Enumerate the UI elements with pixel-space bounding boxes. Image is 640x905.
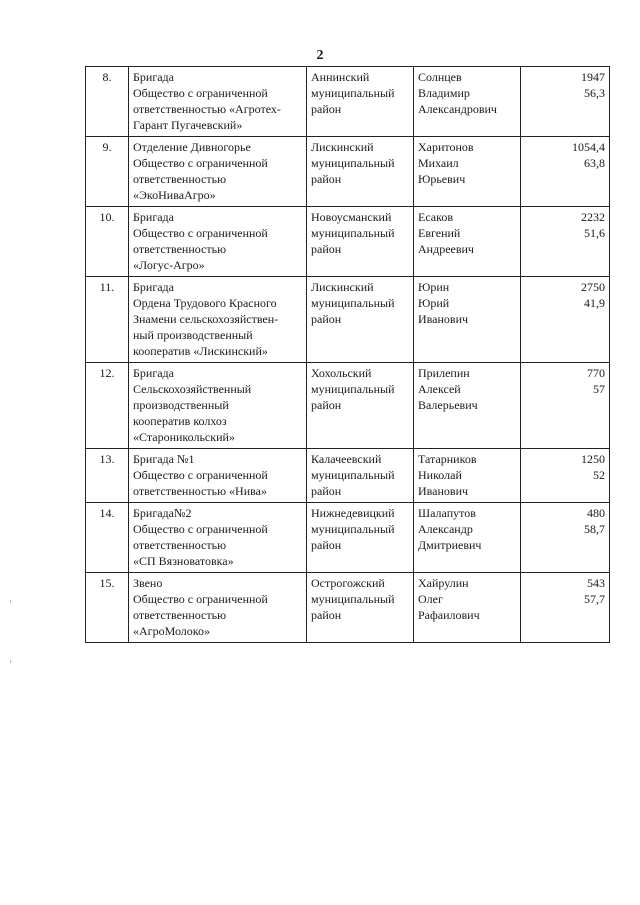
district-line: муниципальный — [311, 226, 395, 240]
organization-line: ответственностью «Нива» — [133, 484, 267, 498]
organization-line: Бригада — [133, 280, 174, 294]
table-row — [86, 277, 610, 363]
district-cell — [307, 137, 414, 207]
row-number-cell — [86, 573, 129, 643]
organization-line: ответственностью — [133, 608, 227, 622]
organization-line: Ордена Трудового Красного — [133, 296, 277, 310]
organization-line: Общество с ограниченной — [133, 522, 268, 536]
organization-line: «ЭкоНиваАгро» — [133, 188, 216, 202]
row-number-cell — [86, 207, 129, 277]
person-name-line: Хайрулин — [418, 576, 469, 590]
district-line: район — [311, 398, 342, 412]
person-name-cell — [414, 67, 521, 137]
person-name-line: Юрьевич — [418, 172, 466, 186]
person-name-line: Есаков — [418, 210, 454, 224]
person-name-cell — [414, 573, 521, 643]
district-cell — [307, 67, 414, 137]
person-name-cell — [414, 137, 521, 207]
organization-line: производственный — [133, 398, 229, 412]
person-name-line: Николай — [418, 468, 462, 482]
person-name-line: Олег — [418, 592, 443, 606]
district-line: район — [311, 608, 342, 622]
row-number-cell — [86, 363, 129, 449]
value-line: 41,9 — [584, 296, 605, 310]
person-name-cell — [414, 503, 521, 573]
table-row — [86, 137, 610, 207]
district-cell — [307, 449, 414, 503]
district-line: Острогожский — [311, 576, 385, 590]
organization-cell — [129, 449, 307, 503]
table-row — [86, 363, 610, 449]
person-name-cell — [414, 363, 521, 449]
organization-line: кооператив «Лискинский» — [133, 344, 268, 358]
person-name-line: Иванович — [418, 312, 469, 326]
value-line: 770 — [587, 366, 605, 380]
organization-cell — [129, 137, 307, 207]
row-number: 8. — [102, 70, 112, 84]
district-line: муниципальный — [311, 296, 395, 310]
row-number: 15. — [99, 576, 115, 590]
organization-cell — [129, 207, 307, 277]
value-line: 1054,4 — [572, 140, 605, 154]
organization-line: Бригада — [133, 70, 174, 84]
value-cell — [521, 503, 610, 573]
district-cell — [307, 573, 414, 643]
scan-artifact-mark — [10, 600, 11, 603]
table-body — [86, 67, 610, 643]
value-line: 56,3 — [584, 86, 605, 100]
row-number: 13. — [99, 452, 115, 466]
district-cell — [307, 363, 414, 449]
value-cell — [521, 277, 610, 363]
organization-line: ответственностью — [133, 172, 227, 186]
person-name-line: Евгений — [418, 226, 461, 240]
district-line: Нижнедевицкий — [311, 506, 395, 520]
district-line: район — [311, 242, 342, 256]
row-number: 11. — [99, 280, 115, 294]
organization-cell — [129, 67, 307, 137]
value-line: 51,6 — [584, 226, 605, 240]
value-line: 57,7 — [584, 592, 605, 606]
district-line: муниципальный — [311, 382, 395, 396]
organization-line: Гарант Пугачевский» — [133, 118, 243, 132]
person-name-line: Татарников — [418, 452, 477, 466]
row-number: 12. — [99, 366, 115, 380]
district-line: Лискинский — [311, 280, 374, 294]
organization-line: Бригада — [133, 210, 174, 224]
value-cell — [521, 449, 610, 503]
value-line: 1250 — [581, 452, 605, 466]
district-line: район — [311, 484, 342, 498]
organization-line: ный производственный — [133, 328, 253, 342]
district-line: муниципальный — [311, 156, 395, 170]
organization-line: «АгроМолоко» — [133, 624, 211, 638]
person-name-line: Юрин — [418, 280, 450, 294]
organization-line: Бригада — [133, 366, 174, 380]
row-number-cell — [86, 277, 129, 363]
table-row — [86, 67, 610, 137]
district-line: Новоусманский — [311, 210, 392, 224]
organization-line: Общество с ограниченной — [133, 156, 268, 170]
district-cell — [307, 277, 414, 363]
value-line: 58,7 — [584, 522, 605, 536]
organization-cell — [129, 573, 307, 643]
person-name-line: Михаил — [418, 156, 459, 170]
value-line: 63,8 — [584, 156, 605, 170]
table-row — [86, 503, 610, 573]
district-line: район — [311, 312, 342, 326]
organization-cell — [129, 277, 307, 363]
value-line: 57 — [593, 382, 605, 396]
district-line: район — [311, 102, 342, 116]
district-cell — [307, 503, 414, 573]
table-row — [86, 207, 610, 277]
person-name-cell — [414, 449, 521, 503]
person-name-cell — [414, 207, 521, 277]
district-line: муниципальный — [311, 86, 395, 100]
page-number: 2 — [316, 48, 324, 63]
district-line: район — [311, 172, 342, 186]
person-name-line: Дмитриевич — [418, 538, 482, 552]
value-cell — [521, 137, 610, 207]
row-number: 9. — [102, 140, 112, 154]
organization-cell — [129, 363, 307, 449]
person-name-line: Иванович — [418, 484, 469, 498]
person-name-line: Юрий — [418, 296, 450, 310]
district-line: Калачеевский — [311, 452, 382, 466]
row-number: 10. — [99, 210, 115, 224]
district-line: Лискинский — [311, 140, 374, 154]
organization-line: Общество с ограниченной — [133, 86, 268, 100]
organization-line: «Староникольский» — [133, 430, 235, 444]
person-name-line: Александрович — [418, 102, 497, 116]
value-line: 2750 — [581, 280, 605, 294]
person-name-line: Владимир — [418, 86, 470, 100]
organization-line: ответственностью «Агротех- — [133, 102, 281, 116]
person-name-line: Александр — [418, 522, 473, 536]
organization-line: Отделение Дивногорье — [133, 140, 251, 154]
district-line: Аннинский — [311, 70, 370, 84]
value-cell — [521, 67, 610, 137]
district-line: Хохольский — [311, 366, 372, 380]
row-number-cell — [86, 503, 129, 573]
row-number: 14. — [99, 506, 115, 520]
table-row — [86, 449, 610, 503]
organization-line: ответственностью — [133, 242, 227, 256]
row-number-cell — [86, 137, 129, 207]
person-name-line: Харитонов — [418, 140, 474, 154]
value-cell — [521, 363, 610, 449]
organization-line: «СП Вязноватовка» — [133, 554, 234, 568]
organization-line: Сельскохозяйственный — [133, 382, 252, 396]
row-number-cell — [86, 67, 129, 137]
organization-line: кооператив колхоз — [133, 414, 227, 428]
table-row — [86, 573, 610, 643]
organization-line: Звено — [133, 576, 163, 590]
value-line: 1947 — [581, 70, 605, 84]
organization-line: Знамени сельскохозяйствен- — [133, 312, 279, 326]
person-name-line: Андреевич — [418, 242, 474, 256]
row-number-cell — [86, 449, 129, 503]
person-name-line: Шалапутов — [418, 506, 476, 520]
value-line: 52 — [593, 468, 605, 482]
district-cell — [307, 207, 414, 277]
district-line: муниципальный — [311, 522, 395, 536]
brigades-table — [85, 66, 610, 643]
organization-cell — [129, 503, 307, 573]
person-name-line: Прилепин — [418, 366, 470, 380]
value-cell — [521, 573, 610, 643]
district-line: район — [311, 538, 342, 552]
person-name-line: Солнцев — [418, 70, 462, 84]
district-line: муниципальный — [311, 468, 395, 482]
organization-line: Общество с ограниченной — [133, 468, 268, 482]
person-name-cell — [414, 277, 521, 363]
value-line: 2232 — [581, 210, 605, 224]
person-name-line: Рафаилович — [418, 608, 480, 622]
value-cell — [521, 207, 610, 277]
value-line: 543 — [587, 576, 605, 590]
scan-artifact-mark — [10, 660, 11, 663]
organization-line: ответственностью — [133, 538, 227, 552]
organization-line: Бригада№2 — [133, 506, 192, 520]
organization-line: Общество с ограниченной — [133, 226, 268, 240]
person-name-line: Алексей — [418, 382, 461, 396]
district-line: муниципальный — [311, 592, 395, 606]
organization-line: Общество с ограниченной — [133, 592, 268, 606]
person-name-line: Валерьевич — [418, 398, 478, 412]
organization-line: Бригада №1 — [133, 452, 195, 466]
value-line: 480 — [587, 506, 605, 520]
organization-line: «Логус-Агро» — [133, 258, 205, 272]
